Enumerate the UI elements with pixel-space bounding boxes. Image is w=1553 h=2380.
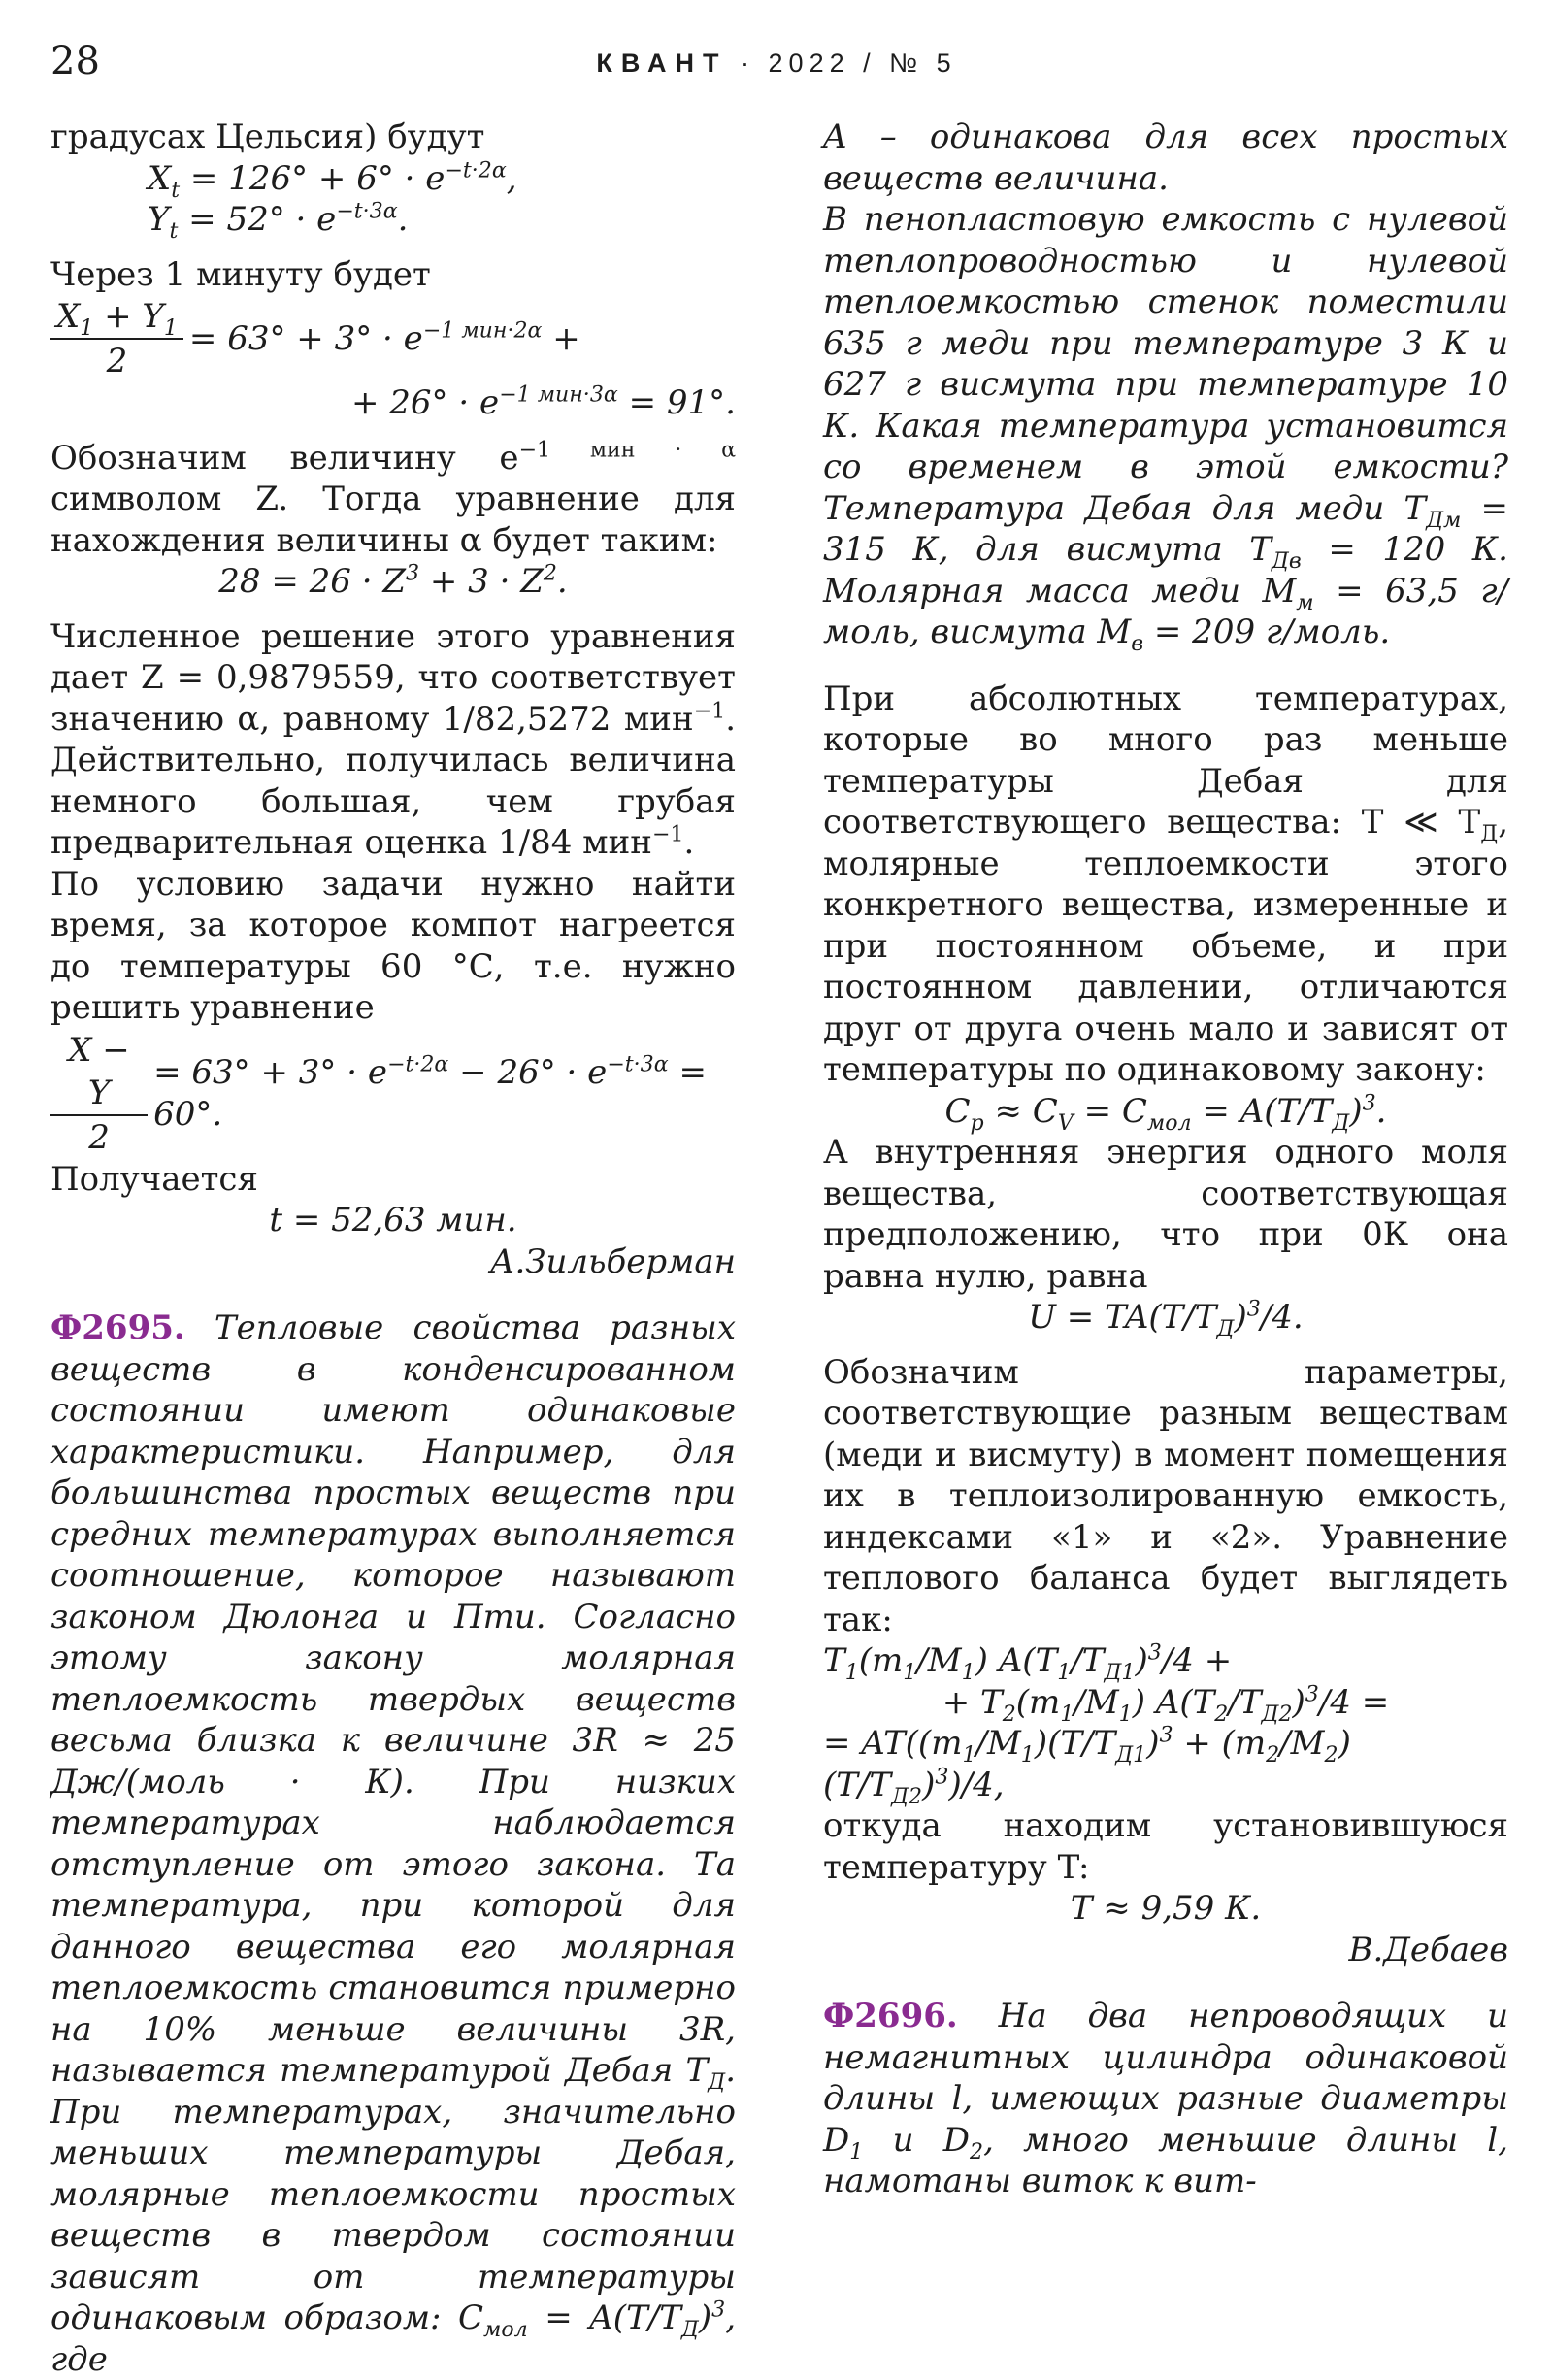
equation-diff: [50, 1029, 736, 1159]
paragraph: Получается: [50, 1159, 258, 1199]
paragraph: Через 1 минуту будет: [50, 254, 431, 294]
author-signature: А.Зильберман: [489, 1241, 736, 1281]
fraction: [50, 295, 183, 382]
equation-u: $U = TA(T/T_Д)^3/4$.: [1028, 1296, 1304, 1341]
equation-balance-3: = $AT((m_1/M_1)(T/T_{Д1})^3 + (m_2/M_2)(T/T_{Д2})^3)/4$,: [823, 1722, 1351, 1809]
author-signature: В.Дебаев: [1348, 1930, 1508, 1969]
equation-sum-line2: + $26^\circ \cdot e^{-1 мин\cdot 3\alpha} = 91^\circ$.: [351, 381, 736, 422]
paragraph: А внутренняя энергия одного моля вещества, соответствующая предположению, что при 0К она равна нулю, равна: [823, 1133, 1508, 1296]
equation-sum: [50, 295, 736, 382]
fraction-denominator: 2: [106, 342, 128, 380]
problem-continuation: A – одинакова для всех простых веществ величина.: [823, 117, 1508, 198]
equation-y: $Y_t = 52^\circ \cdot e^{-t\cdot 3\alpha}$.: [148, 198, 409, 244]
problem-id: Ф2695.: [50, 1308, 185, 1347]
problem-id: Ф2696.: [823, 1997, 958, 2035]
problem-continuation: В пенопластовую емкость с нулевой теплопроводностью и нулевой теплоемкостью стенок поместили 635 г меди при температуре 3 К и 627 г висмута при температуре 10 К. Какая температура установится со временем в этой емкости? Температура Дебая для меди $T_{Дм} = 315$ К, для висмута $T_{Дв} = 120$ К. Молярная масса меди $M_м = 63,5$ г/моль, висмута $M_в = 209$ г/моль.: [823, 200, 1508, 656]
problem-text: Тепловые свойства разных веществ в конденсированном состоянии имеют одинаковые характеристики. Например, для большинства простых веществ при средних температурах выполняется соотношение, которое называют законом Дюлонга и Пти. Согласно этому закону молярная теплоемкость твердых веществ весьма близка к величине 3R ≈ 25 Дж/(моль · К). При низких температурах наблюдается отступление от этого закона. Та температура, при которой для данного вещества его молярная теплоемкость становится примерно на 10% меньше величины 3R, называется температурой Дебая $T_Д$. При температурах, значительно меньших температуры Дебая, молярные теплоемкости простых веществ в твердом состоянии зависят от температуры одинаковым образом: $C_{мол} = A(T/T_Д)^3$, где: [50, 1308, 736, 2379]
problem-statement: [823, 1996, 1508, 2202]
journal-issue: · 2022 / № 5: [741, 49, 957, 78]
equation-rhs: = $63^\circ + 3^\circ \cdot e^{-1 мин\cdot 2\alpha}$ +: [188, 317, 580, 358]
problem-statement: [50, 1307, 736, 2380]
left-column: [50, 116, 736, 2380]
paragraph: При абсолютных температурах, которые во много раз меньше температуры Дебая для соответствующего вещества: T ≪ $T_Д$, молярные теплоемкости этого конкретного вещества, измеренные и при постоянном объеме, и при постоянном давлении, отличаются друг от друга очень мало и зависят от температуры по одинаковому закону:: [823, 678, 1508, 1089]
equation-x: $X_t = 126^\circ + 6^\circ \cdot e^{-t\cdot 2\alpha}$,: [148, 157, 517, 203]
paragraph: Обозначим параметры, соответствующие разным веществам (меди и висмуту) в момент помещения их в теплоизолированную емкость, индексами «1» и «2». Уравнение теплового баланса будет выглядеть так:: [823, 1352, 1508, 1639]
paragraph: По условию задачи нужно найти время, за которое компот нагреется до температуры 60 °С, т.е. нужно решить уравнение: [50, 864, 736, 1027]
paragraph: Численное решение этого уравнения дает Z = 0,9879559, что соответствует значению α, равному 1/82,5272 мин$^{-1}$. Действительно, получилась величина немного большая, чем грубая предварительная оценка 1/84 мин$^{-1}$.: [50, 616, 736, 862]
journal-title: [0, 49, 1553, 79]
equation-c: $C_p \approx C_V = C_{мол} = A(T/T_Д)^3$.: [944, 1090, 1387, 1136]
paragraph: Обозначим величину $e^{-1 мин \cdot \alpha}$ символом Z. Тогда уравнение для нахождения величины α будет таким:: [50, 437, 736, 560]
page-header: [0, 0, 1553, 107]
fraction-numerator: X − Y: [50, 1029, 148, 1116]
paragraph: градусах Цельсия) будут: [50, 117, 485, 156]
paragraph: откуда находим установившуюся температуру T:: [823, 1806, 1508, 1887]
journal-name: КВАНТ: [596, 49, 728, 78]
fraction-denominator: 2: [88, 1117, 110, 1157]
right-column: [823, 116, 1508, 2202]
equation-rhs: = $63^\circ + 3^\circ \cdot e^{-t\cdot 2\alpha} - 26^\circ \cdot e^{-t\cdot 3\alpha} = 60^\circ$.: [153, 1051, 707, 1134]
problem-text: На два непроводящих и немагнитных цилиндра одинаковой длины l, имеющих разные диаметры $D_1$ и $D_2$, много меньшие длины l, намотаны виток к вит-: [823, 1997, 1508, 2200]
equation-balance-2: + $T_2(m_1/M_1) A(T_2/T_{Д2})^3/4$ =: [942, 1681, 1390, 1727]
fraction-numerator: $X_1 + Y_1$: [50, 295, 183, 340]
fraction: [50, 1029, 148, 1159]
page-number: 28: [50, 39, 100, 83]
equation-T: T ≈ 9,59 К.: [1070, 1889, 1262, 1928]
equation-balance-1: $T_1(m_1/M_1) A(T_1/T_{Д1})^3/4$ +: [823, 1639, 1233, 1685]
equation-z: $28 = 26 \cdot Z^3 + 3 \cdot Z^2$.: [218, 560, 568, 601]
equation-t: t = 52,63 мин.: [269, 1201, 517, 1240]
